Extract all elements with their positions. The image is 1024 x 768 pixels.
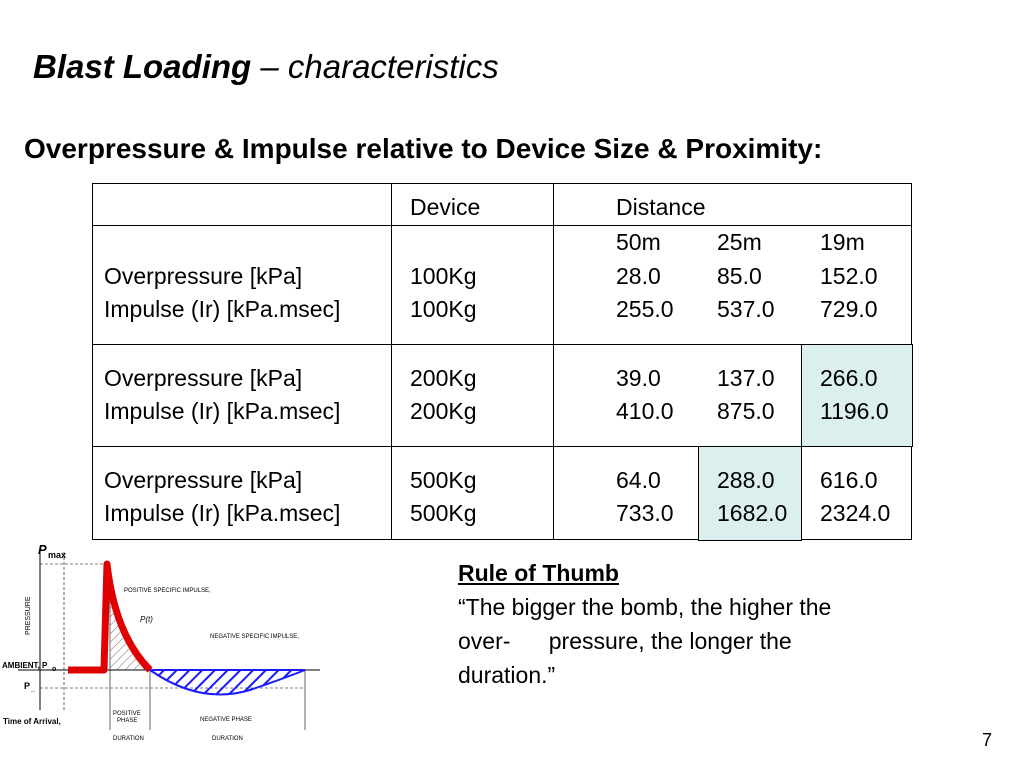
label-ambient-sub: o — [52, 666, 57, 673]
label-pminus-sub: _ — [31, 686, 35, 693]
value-cell: 39.0 — [616, 365, 661, 391]
label-time-of-arrival: Time of Arrival, — [3, 717, 61, 726]
label-duration-positive: DURATION — [113, 736, 144, 742]
row-device: 100Kg — [410, 263, 477, 289]
rule-line-1: “The bigger the bomb, the higher the — [458, 594, 832, 620]
value-cell: 410.0 — [616, 398, 674, 424]
distance-50m: 50m — [616, 229, 661, 255]
row-label: Impulse (Ir) [kPa.msec] — [104, 398, 341, 424]
value-cell: 137.0 — [717, 365, 775, 391]
row-label: Impulse (Ir) [kPa.msec] — [104, 296, 341, 322]
value-cell: 2324.0 — [820, 500, 891, 526]
blast-pressure-diagram — [0, 540, 340, 766]
label-pmax: P — [38, 542, 47, 557]
row-device: 200Kg — [410, 398, 477, 424]
value-cell: 1196.0 — [820, 398, 889, 424]
header-distance: Distance — [616, 194, 706, 220]
blast-data-table — [92, 183, 912, 540]
page-number: 7 — [982, 730, 993, 750]
value-cell: 266.0 — [820, 365, 878, 391]
label-positive-phase-2: PHASE — [117, 718, 138, 724]
value-cell: 1682.0 — [717, 500, 788, 526]
row-label: Impulse (Ir) [kPa.msec] — [104, 500, 341, 526]
highlight-19m-200kg — [801, 344, 913, 447]
label-ambient: AMBIENT, P — [2, 661, 48, 670]
distance-19m: 19m — [820, 229, 865, 255]
label-negative-impulse: NEGATIVE SPECIFIC IMPULSE, — [210, 634, 299, 640]
value-cell: 255.0 — [616, 296, 674, 322]
row-device: 200Kg — [410, 365, 477, 391]
label-negative-phase: NEGATIVE PHASE — [200, 717, 252, 723]
value-cell: 28.0 — [616, 263, 661, 289]
row-device: 500Kg — [410, 500, 477, 526]
label-pt: P(t) — [140, 615, 153, 624]
label-positive-phase-1: POSITIVE — [113, 711, 141, 717]
row-device: 100Kg — [410, 296, 477, 322]
value-cell: 733.0 — [616, 500, 674, 526]
row-label: Overpressure [kPa] — [104, 263, 303, 289]
rule-of-thumb — [458, 556, 938, 692]
value-cell: 64.0 — [616, 467, 661, 493]
label-positive-impulse: POSITIVE SPECIFIC IMPULSE, — [124, 588, 211, 594]
header-device: Device — [410, 194, 481, 220]
slide-title: Blast Loading – characteristics — [33, 48, 499, 85]
distance-25m: 25m — [717, 229, 762, 255]
row-device: 500Kg — [410, 467, 477, 493]
rule-line-3: duration.” — [458, 662, 556, 688]
label-pmax-sub: max — [48, 550, 67, 560]
label-duration-negative: DURATION — [212, 736, 243, 742]
row-label: Overpressure [kPa] — [104, 467, 303, 493]
rule-heading: Rule of Thumb — [458, 560, 619, 586]
value-cell: 537.0 — [717, 296, 775, 322]
highlight-25m-500kg — [698, 446, 802, 541]
row-label: Overpressure [kPa] — [104, 365, 303, 391]
label-pminus: P — [24, 681, 31, 691]
value-cell: 875.0 — [717, 398, 775, 424]
slide-subtitle: Overpressure & Impulse relative to Device Size & Proximity: — [24, 133, 823, 164]
label-pressure-axis: PRESSURE — [25, 596, 32, 635]
rule-line-2: over- pressure, the longer the — [458, 628, 792, 654]
value-cell: 85.0 — [717, 263, 762, 289]
value-cell: 288.0 — [717, 467, 775, 493]
value-cell: 729.0 — [820, 296, 878, 322]
value-cell: 152.0 — [820, 263, 878, 289]
value-cell: 616.0 — [820, 467, 878, 493]
